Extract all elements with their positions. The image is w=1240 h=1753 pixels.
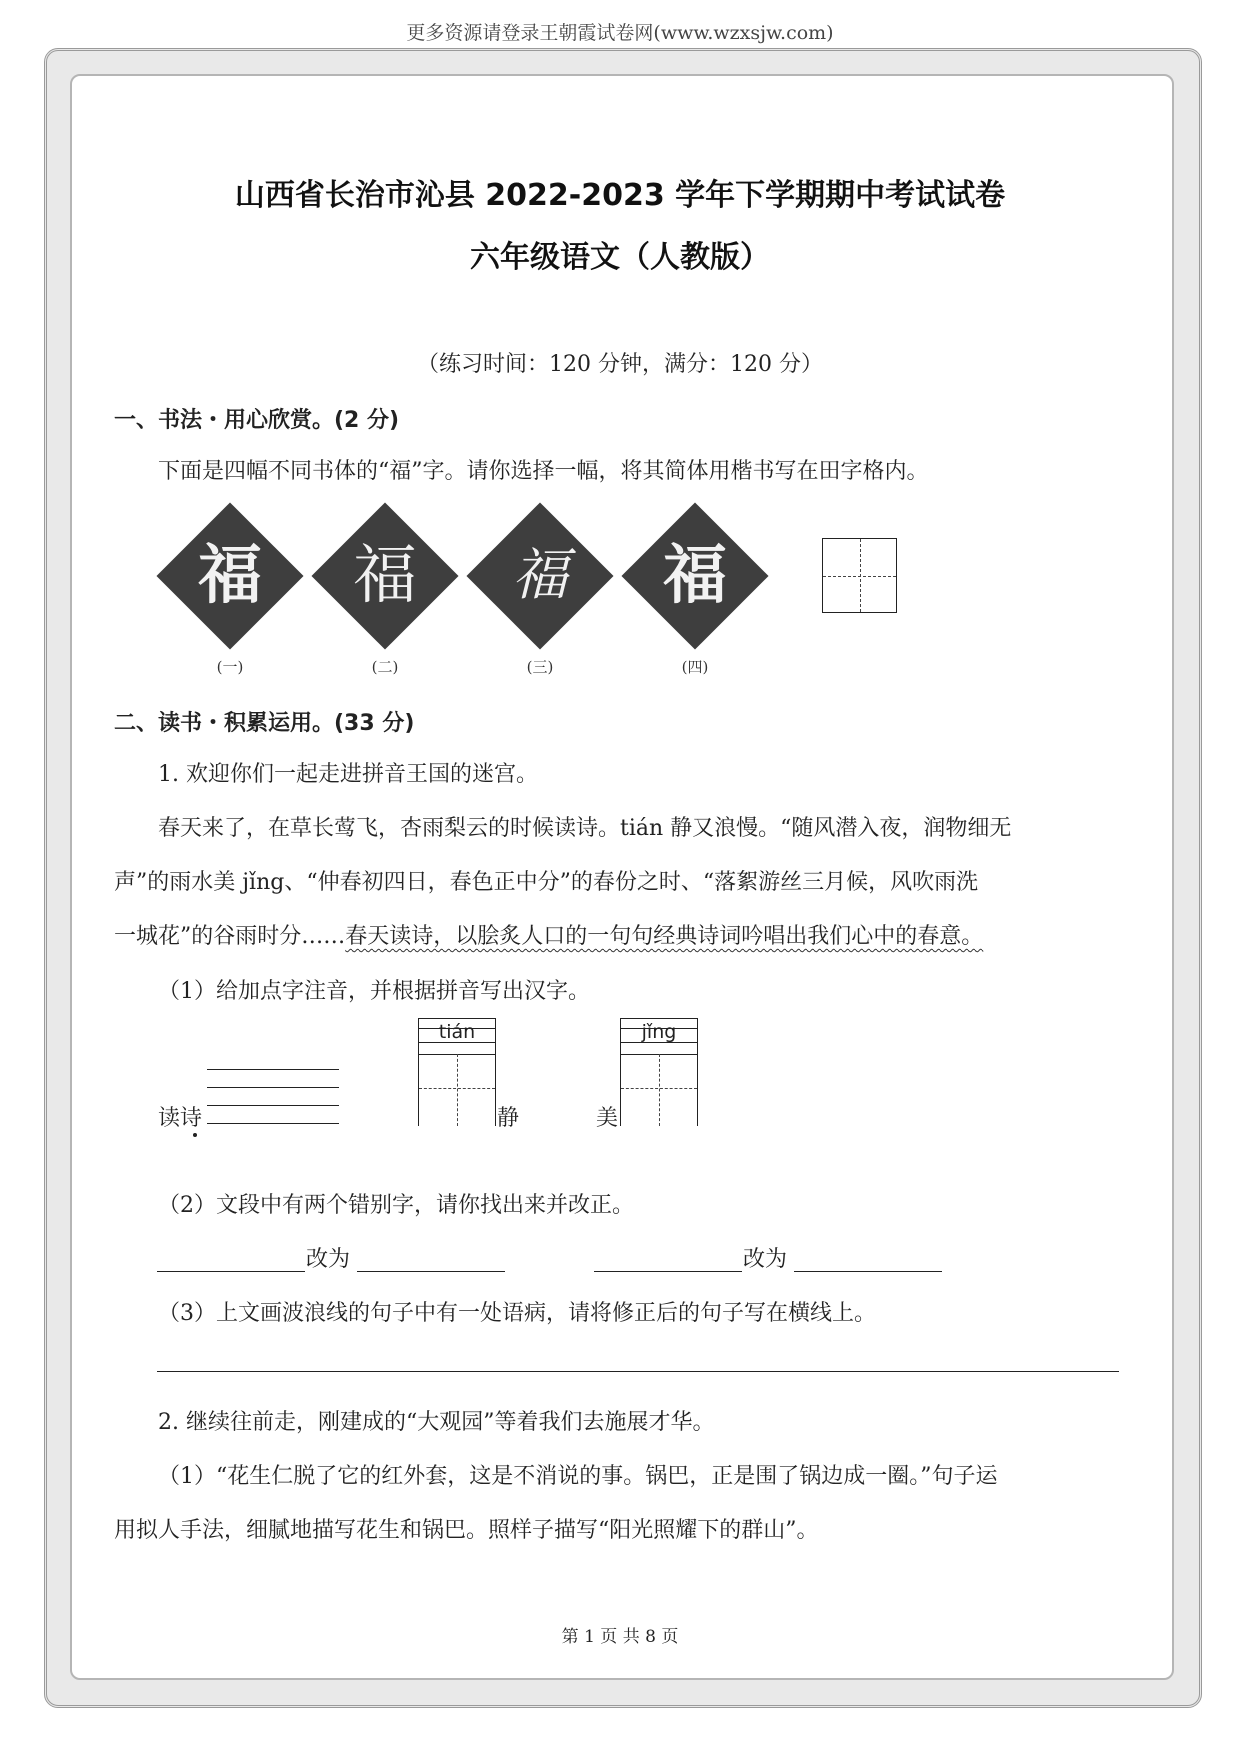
wavy-underlined-sentence: 春天读诗，以脍炙人口的一句句经典诗词吟唱出我们心中的春意。 xyxy=(345,924,984,949)
pinyin-line[interactable] xyxy=(207,1123,339,1124)
exam-info: （练习时间：120 分钟，满分：120 分） xyxy=(417,352,823,377)
q1-title: 1. 欢迎你们一起走进拼音王国的迷宫。 xyxy=(158,762,538,787)
fu-character: 福 xyxy=(663,538,727,613)
pinyin2-prefix: 美 xyxy=(596,1106,619,1131)
corrected-char-blank-2[interactable] xyxy=(794,1271,942,1272)
corrected-sentence-blank[interactable] xyxy=(157,1371,1119,1372)
change-to-label-2: 改为 xyxy=(743,1247,788,1272)
passage-line-2: 声”的雨水美 jǐng、“仲春初四日，春色正中分”的春份之时、“落絮游丝三月候，风吹雨洗 xyxy=(114,870,979,895)
section1-heading: 一、书法・用心欣赏。(2 分) xyxy=(114,408,400,433)
passage-line-3-plain: 一城花”的谷雨时分…… xyxy=(114,924,346,949)
section1-instruction: 下面是四幅不同书体的“福”字。请你选择一幅，将其简体用楷书写在田字格内。 xyxy=(158,459,929,484)
tianzige-answer-box[interactable] xyxy=(822,538,897,613)
calligraphy-label-4: (四) xyxy=(681,658,709,676)
calligraphy-label-1: (一) xyxy=(216,658,244,676)
q1-2: （2）文段中有两个错别字，请你找出来并改正。 xyxy=(158,1193,634,1218)
passage-line-3 xyxy=(114,922,983,952)
fu-character: 福 xyxy=(353,539,417,613)
change-to-label-1: 改为 xyxy=(306,1247,351,1272)
pinyin-line xyxy=(207,1105,339,1106)
q1-3: （3）上文画波浪线的句子中有一处语病，请将修正后的句子写在横线上。 xyxy=(158,1301,876,1326)
pinyin-writing-box-2[interactable] xyxy=(620,1018,698,1126)
exam-subtitle: 六年级语文（人教版） xyxy=(470,240,770,275)
fu-character: 福 xyxy=(198,539,262,613)
pinyin-label: jǐng xyxy=(641,1021,677,1043)
q2-1-line-1: （1）“花生仁脱了它的红外套，这是不消说的事。锅巴，正是围了锅边成一圈。”句子运 xyxy=(158,1464,998,1489)
passage-line-1: 春天来了，在草长莺飞，杏雨梨云的时候读诗。tián 静又浪慢。“随风潜入夜，润物细无 xyxy=(158,816,1012,841)
wrong-char-blank-2[interactable] xyxy=(594,1271,742,1272)
page-header-note: 更多资源请登录王朝霞试卷网(www.wzxsjw.com) xyxy=(406,22,834,44)
calligraphy-label-3: (三) xyxy=(526,658,554,676)
q2-1-line-2: 用拟人手法，细腻地描写花生和锅巴。照样子描写“阳光照耀下的群山”。 xyxy=(114,1518,819,1543)
pinyin-line xyxy=(207,1069,339,1070)
pinyin1-suffix: 静 xyxy=(497,1106,520,1131)
fu-character: 福 xyxy=(512,543,568,608)
emphasis-dot xyxy=(193,1133,197,1137)
pinyin-line xyxy=(207,1087,339,1088)
page-footer: 第 1 页 共 8 页 xyxy=(561,1627,679,1647)
pinyin-label: tián xyxy=(438,1021,476,1043)
corrected-char-blank-1[interactable] xyxy=(357,1271,505,1272)
calligraphy-label-2: (二) xyxy=(371,658,399,676)
wrong-char-blank-1[interactable] xyxy=(157,1271,305,1272)
q2-title: 2. 继续往前走，刚建成的“大观园”等着我们去施展才华。 xyxy=(158,1410,715,1435)
pinyin-writing-box-1[interactable] xyxy=(418,1018,496,1126)
q1-1: （1）给加点字注音，并根据拼音写出汉字。 xyxy=(158,979,590,1004)
section2-heading: 二、读书・积累运用。(33 分) xyxy=(114,711,415,736)
read-poem-label: 读诗 xyxy=(158,1106,203,1131)
exam-title: 山西省长治市沁县 2022-2023 学年下学期期中考试试卷 xyxy=(234,178,1006,213)
